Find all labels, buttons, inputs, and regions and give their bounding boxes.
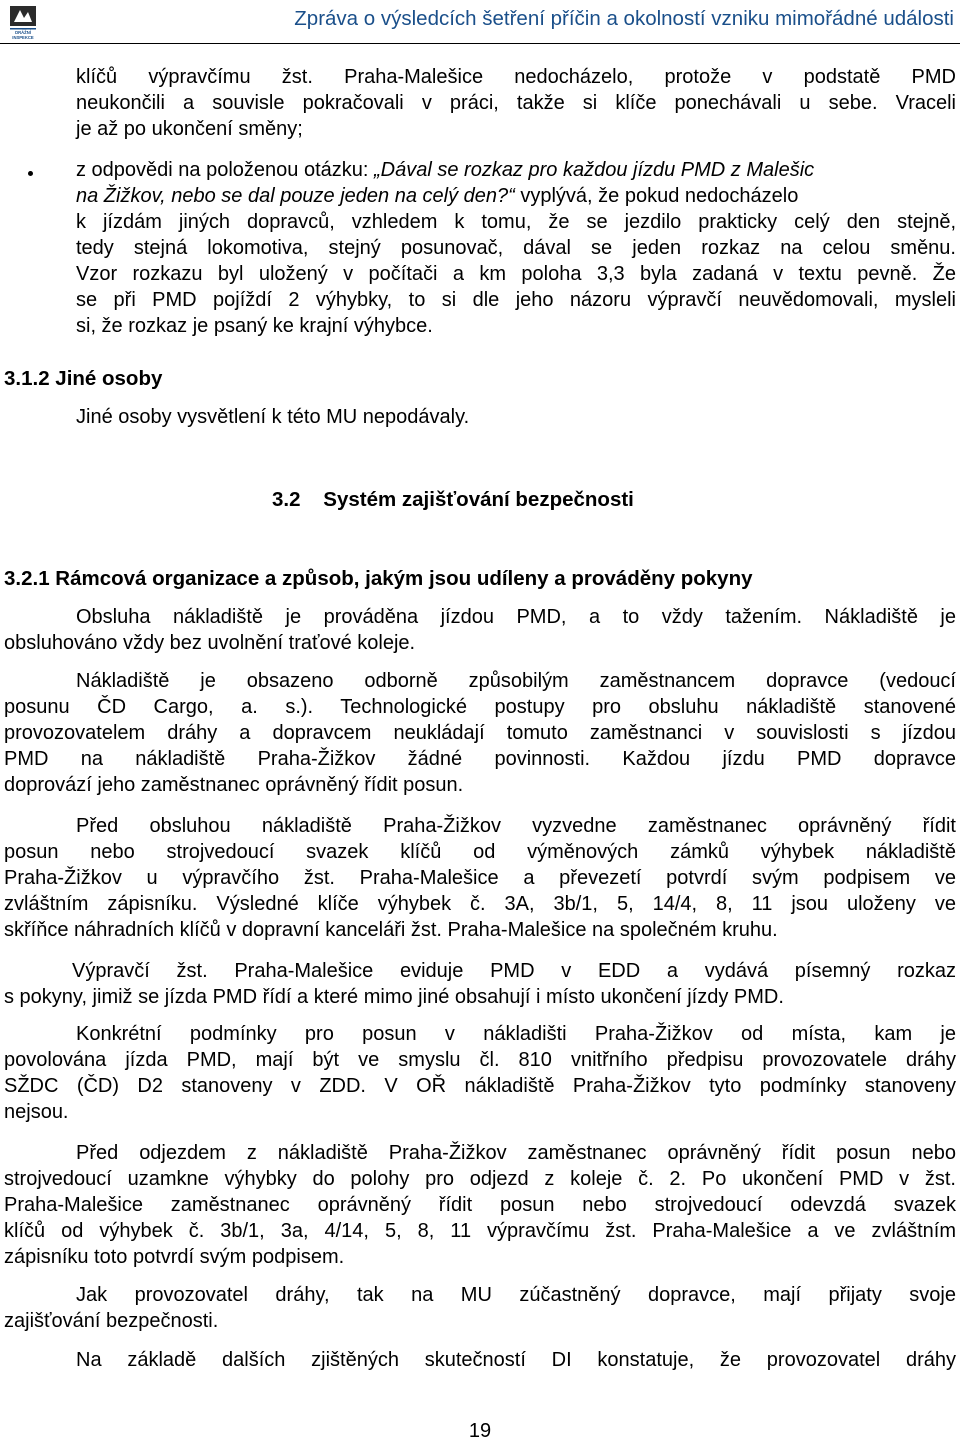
continuation-paragraph — [76, 64, 956, 142]
paragraph-4 — [4, 958, 956, 1010]
text-line: Před obsluhou nákladiště Praha-Žižkov vyzvedne zaměstnanec oprávněný řídit — [76, 815, 956, 837]
text-line — [76, 157, 956, 183]
drazni-inspekce-logo — [4, 4, 42, 40]
section-heading-3-2-1: 3.2.1 Rámcová organizace a způsob, jakým jsou udíleny a prováděny pokyny — [4, 567, 753, 590]
paragraph-2 — [4, 668, 956, 798]
text-line: nejsou. — [4, 1101, 69, 1123]
text-line: neukončili a souvisle pokračovali v práci, takže si klíče ponechávali u sebe. Vraceli — [76, 92, 956, 114]
text-line: Nákladiště je obsazeno odborně způsobilým zaměstnancem dopravce (vedoucí — [76, 670, 956, 692]
text-line: PMD na nákladiště Praha-Žižkov žádné povinnosti. Každou jízdu PMD dopravce — [4, 748, 956, 770]
quoted-question: „Dával se rozkaz pro každou jízdu PMD z Malešic — [374, 159, 815, 181]
text-span: vyplývá, že pokud nedocházelo — [514, 185, 799, 207]
bullet-marker — [28, 171, 33, 176]
paragraph-3 — [4, 813, 956, 943]
text-line: provozovatelem dráhy a dopravcem neukládají tomuto zaměstnanci v souvislosti s jízdou — [4, 722, 956, 744]
text-line: si, že rozkaz je psaný ke krajní výhybce. — [76, 315, 433, 337]
section-heading-3-2: 3.2 Systém zajišťování bezpečnosti — [272, 488, 634, 511]
text-line: Jak provozovatel dráhy, tak na MU zúčastněný dopravce, mají přijaty svoje — [76, 1284, 956, 1306]
paragraph-5 — [4, 1021, 956, 1125]
text-line: s pokyny, jimiž se jízda PMD řídí a které mimo jiné obsahují i místo ukončení jízdy PMD. — [4, 986, 784, 1008]
text-line: je až po ukončení směny; — [76, 118, 303, 140]
text-line: se při PMD pojíždí 2 výhybky, to si dle jeho názoru výpravčí neuvědomovali, mysleli — [76, 289, 956, 311]
text-line: klíčů výpravčímu žst. Praha-Malešice nedocházelo, protože v podstatě PMD — [76, 66, 956, 88]
paragraph-7 — [4, 1282, 956, 1334]
paragraph-8 — [4, 1347, 956, 1373]
text-line: Konkrétní podmínky pro posun v nákladišti Praha-Žižkov od místa, kam je — [76, 1023, 956, 1045]
svg-text:INSPEKCE: INSPEKCE — [12, 35, 34, 40]
section-3-1-2-text — [76, 404, 469, 430]
text-span: z odpovědi na položenou otázku: — [76, 159, 374, 181]
text-line: klíčů od výhybek č. 3b/1, 3a, 4/14, 5, 8, 11 výpravčímu žst. Praha-Malešice a ve zvláštním — [4, 1220, 956, 1242]
bullet-item-paragraph — [76, 157, 956, 339]
text-line: Jiné osoby vysvětlení k této MU nepodávaly. — [76, 406, 470, 428]
text-line: povolována jízda PMD, mají být ve smyslu čl. 810 vnitřního předpisu provozovatele dráhy — [4, 1049, 956, 1071]
text-line: Obsluha nákladiště je prováděna jízdou PMD, a to vždy tažením. Nákladiště je — [76, 606, 956, 628]
text-line: Vzor rozkazu byl uložený v počítači a km poloha 3,3 byla zadaná v textu pevně. Že — [76, 263, 956, 285]
text-line: posunu ČD Cargo, a. s.). Technologické postupy pro obsluhu nákladiště stanovené — [4, 696, 956, 718]
text-line: k jízdám jiných dopravců, vzhledem k tomu, že se jezdilo prakticky celý den stejně, — [76, 211, 956, 233]
text-line: strojvedoucí uzamkne výhybky do polohy pro odjezd z koleje č. 2. Po ukončení PMD v žst. — [4, 1168, 956, 1190]
text-line: Výpravčí žst. Praha-Malešice eviduje PMD v EDD a vydává písemný rozkaz — [72, 960, 956, 982]
text-line: tedy stejná lokomotiva, stejný posunovač, dával se jeden rozkaz na celou směnu. — [76, 237, 956, 259]
quoted-question: na Žižkov, nebo se dal pouze jeden na celý den?“ — [76, 185, 515, 207]
text-line: posun nebo strojvedoucí svazek klíčů od výměnových zámků výhybek nákladiště — [4, 841, 956, 863]
paragraph-1 — [4, 604, 956, 656]
section-heading-3-1-2: 3.1.2 Jiné osoby — [4, 367, 163, 390]
text-line — [76, 183, 956, 209]
text-line: Před odjezdem z nákladiště Praha-Žižkov zaměstnanec oprávněný řídit posun nebo — [76, 1142, 956, 1164]
paragraph-6 — [4, 1140, 956, 1270]
report-title: Zpráva o výsledcích šetření příčin a okolností vzniku mimořádné události — [294, 7, 954, 30]
text-line: zápisníku toto potvrdí svým podpisem. — [4, 1246, 345, 1268]
page-number: 19 — [468, 1420, 492, 1442]
text-line: SŽDC (ČD) D2 stanoveny v ZDD. V OŘ nákladiště Praha-Žižkov tyto podmínky stanoveny — [4, 1075, 956, 1097]
text-line: obsluhováno vždy bez uvolnění traťové koleje. — [4, 632, 416, 654]
text-line: skříňce náhradních klíčů v dopravní kanceláři žst. Praha-Malešice na společném kruhu. — [4, 919, 778, 941]
page-header — [0, 0, 960, 44]
text-line: Praha-Malešice zaměstnanec oprávněný řídit posun nebo strojvedoucí odevzdá svazek — [4, 1194, 956, 1216]
text-line: doprovází jeho zaměstnanec oprávněný řídit posun. — [4, 774, 464, 796]
svg-text:DRÁŽNÍ: DRÁŽNÍ — [15, 30, 31, 35]
text-line: zvláštním zápisníku. Výsledné klíče výhybek č. 3A, 3b/1, 5, 14/4, 8, 11 jsou uloženy ve — [4, 893, 956, 915]
text-line: Praha-Žižkov u výpravčího žst. Praha-Malešice a převezetí potvrdí svým podpisem ve — [4, 867, 956, 889]
text-line: Na základě dalších zjištěných skutečností DI konstatuje, že provozovatel dráhy — [76, 1349, 956, 1371]
text-line: zajišťování bezpečnosti. — [4, 1310, 219, 1332]
